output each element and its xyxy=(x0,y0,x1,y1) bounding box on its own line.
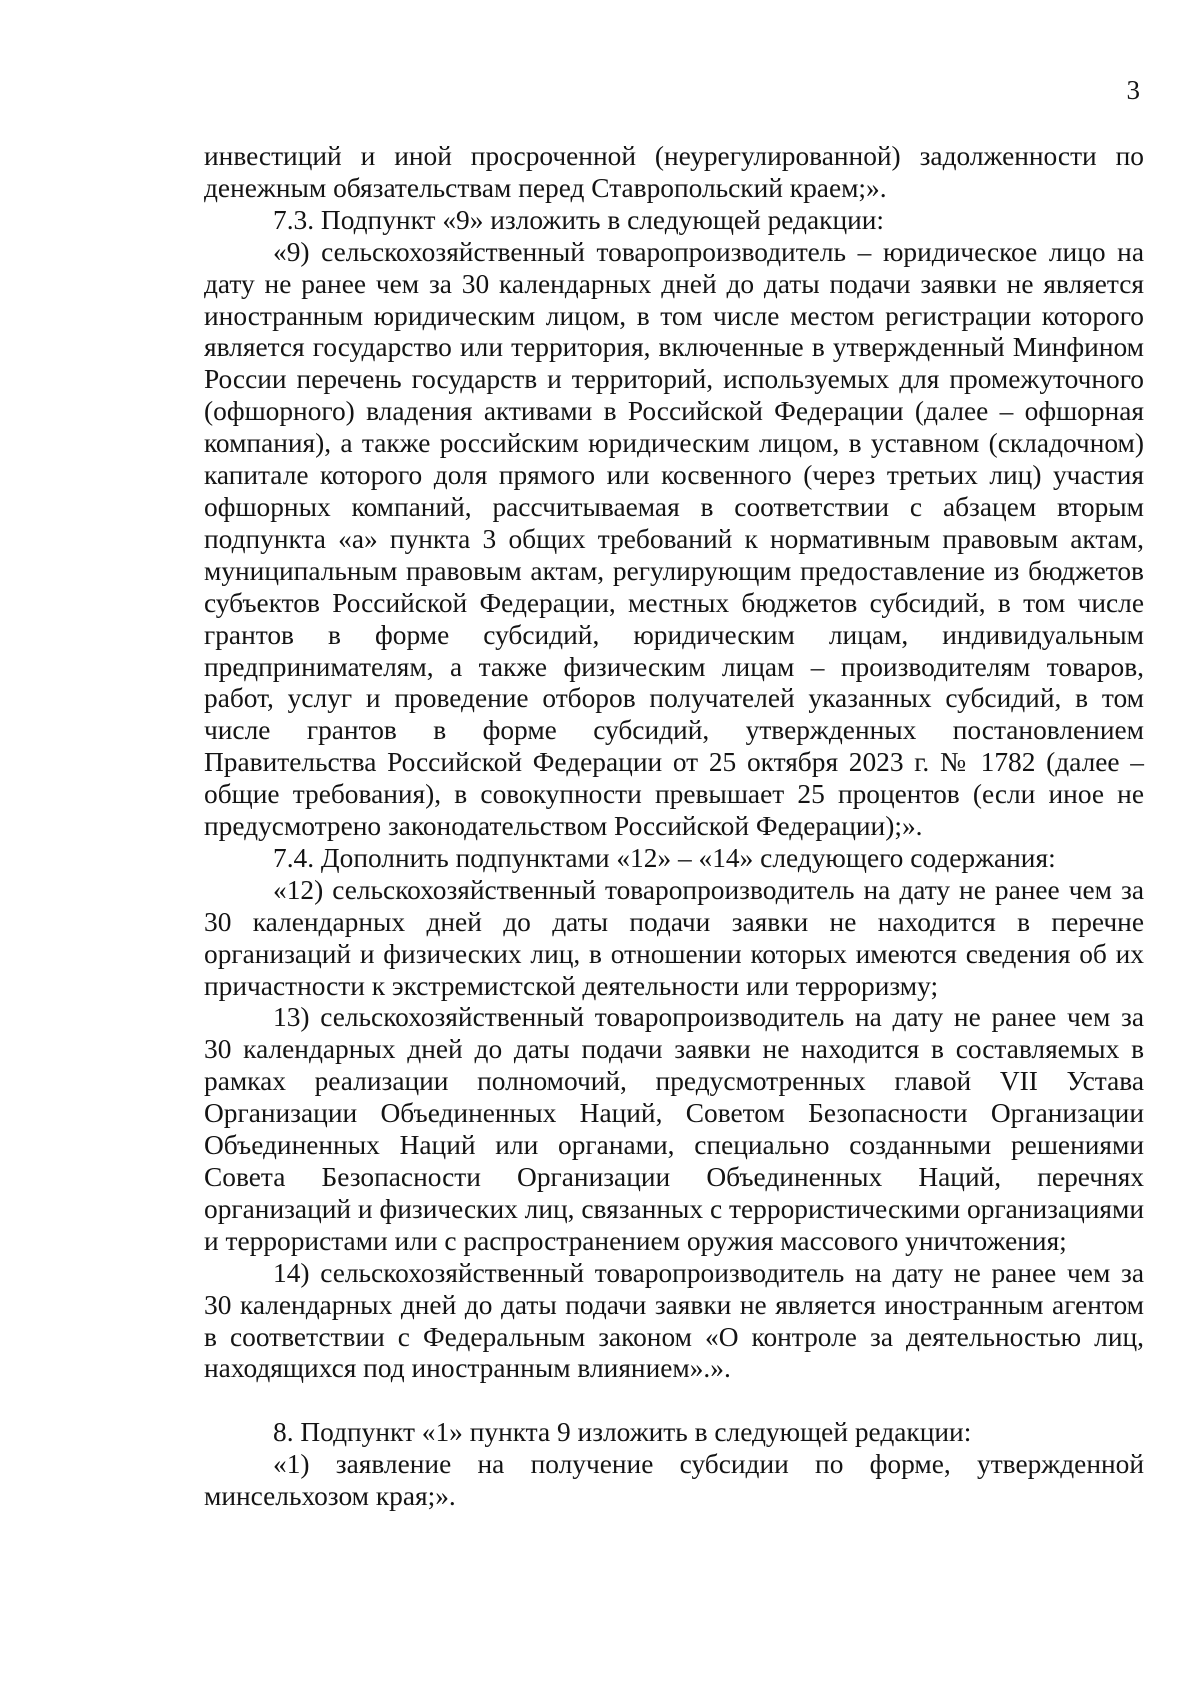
paragraph-subitem-14: 14) сельскохозяйственный товаропроизводитель на дату не ранее чем за 30 календарных дней до даты подачи заявки не является иностранным агентом в соответствии с Федеральным законом «О контроле за деятельностью лиц, находящихся под иностранным влиянием».». xyxy=(204,1257,1144,1384)
paragraph-7-3-heading: 7.3. Подпункт «9» изложить в следующей редакции: xyxy=(273,204,885,235)
paragraph-subitem-13: 13) сельскохозяйственный товаропроизводитель на дату не ранее чем за 30 календарных дней до даты подачи заявки не находится в составляемых в рамках реализации полномочий, предусмотренных главой VII Устава Организации Объединенных Наций, Советом Безопасности Организации Объединенных Наций или органами, специально созданными решениями Совета Безопасности Организации Объединенных Наций, перечнях организаций и физических лиц, связанных с террористическими организациями и террористами или с распространением оружия массового уничтожения; xyxy=(204,1002,1144,1256)
paragraph-continuation: инвестиций и иной просроченной (неурегулированной) задолженности по денежным обязательствам перед Ставропольский краем;». xyxy=(204,141,1144,203)
paragraph-subitem-1: «1) заявление на получение субсидии по форме, утвержденной минсельхозом края;». xyxy=(204,1449,1144,1512)
paragraph-spacer xyxy=(204,1385,1144,1417)
paragraph-8-heading: 8. Подпункт «1» пункта 9 изложить в следующей редакции: xyxy=(273,1417,972,1448)
page-number: 3 xyxy=(1126,75,1140,105)
document-body xyxy=(204,141,1144,1513)
paragraph-subitem-9: «9) сельскохозяйственный товаропроизводитель – юридическое лицо на дату не ранее чем за 30 календарных дней до даты подачи заявки не является иностранным юридическим лицом, в том числе местом регистрации которого является государство или территория, включенные в утвержденный Минфином России перечень государств и территорий, используемых для промежуточного (офшорного) владения активами в Российской Федерации (далее – офшорная компания), а также российским юридическим лицом, в уставном (складочном) капитале которого доля прямого или косвенного (через третьих лиц) участия офшорных компаний, рассчитываемая в соответствии с абзацем вторым подпункта «а» пункта 3 общих требований к нормативным правовым актам, муниципальным правовым актам, регулирующим предоставление из бюджетов субъектов Российской Федерации, местных бюджетов субсидий, в том числе грантов в форме субсидий, юридическим лицам, индивидуальным предпринимателям, а также физическим лицам – производителям товаров, работ, услуг и проведение отборов получателей указанных субсидий, в том числе грантов в форме субсидий, утвержденных постановлением Правительства Российской Федерации от 25 октября 2023 г. № 1782 (далее – общие требования), в совокупности превышает 25 процентов (если иное не предусмотрено законодательством Российской Федерации);». xyxy=(204,236,1144,842)
paragraph-subitem-12: «12) сельскохозяйственный товаропроизводитель на дату не ранее чем за 30 календарных дней до даты подачи заявки не находится в перечне организаций и физических лиц, в отношении которых имеются сведения об их причастности к экстремистской деятельности или терроризму; xyxy=(204,874,1144,1001)
paragraph-7-4-heading: 7.4. Дополнить подпунктами «12» – «14» следующего содержания: xyxy=(273,842,1056,873)
